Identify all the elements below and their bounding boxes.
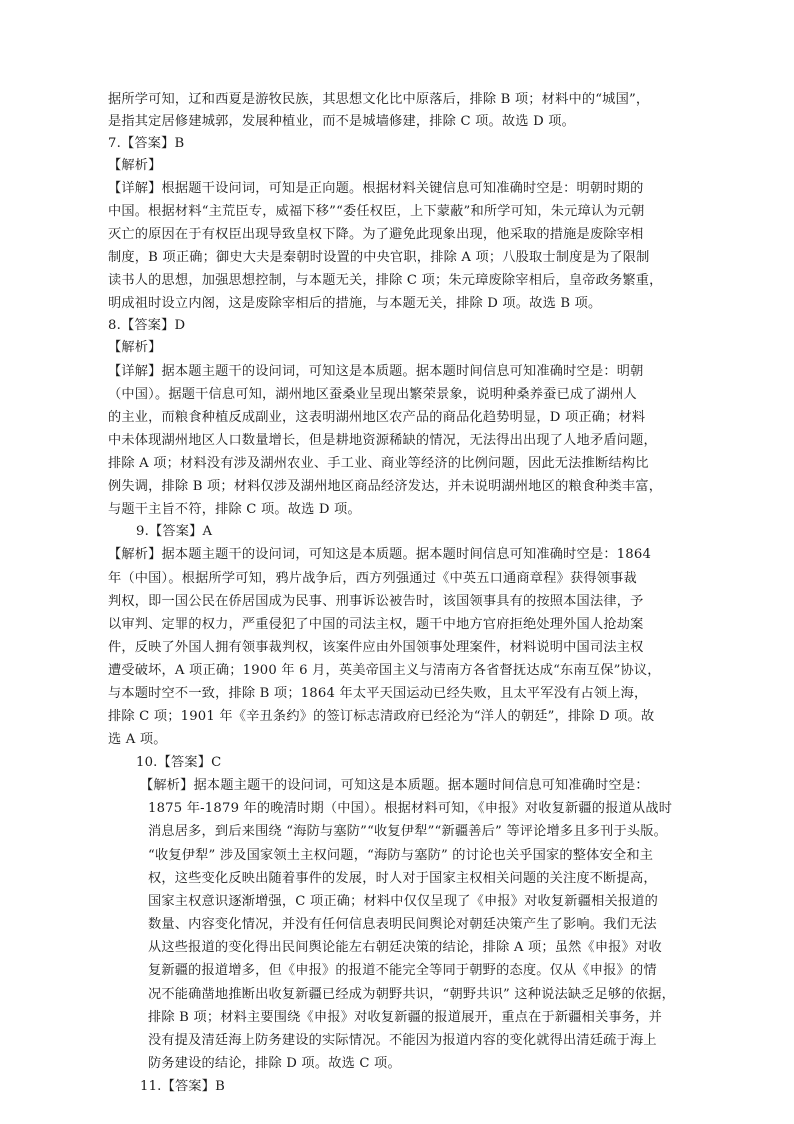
answer-10-heading: 10.【答案】C	[136, 755, 222, 770]
text-line-6: 中国。根据材料“主荒臣专，威福下移”“委任权臣，上下蒙蔽”和所学可知，朱元璋认为元朝	[108, 204, 645, 219]
text-line-5: 【详解】根据题干设问词，可知是正向题。根据材料关键信息可知准确时空是：明朝时期的	[108, 181, 644, 196]
text-line-33: 消息居多，到后来围绕 “海防与塞防”“收复伊犁”“新疆善后” 等评论增多且多刊于头版。	[148, 824, 667, 839]
text-line-25: 件，反映了外国人拥有领事裁判权，该案件应由外国领事处理案件，材料说明中国司法主权	[108, 640, 644, 655]
text-line-13: 【详解】据本题主题干的设问词，可知这是本质题。据本题时间信息可知准确时空是：明朝	[108, 364, 644, 379]
text-line-10: 明成祖时设立内阁，这是废除宰相后的措施，与本题无关，排除 D 项。故选 B 项。	[108, 296, 602, 311]
text-line-31: 【解析】据本题主题干的设问词，可知这是本质题。据本题时间信息可知准确时空是：	[140, 778, 649, 793]
answer-11-heading: 11.【答案】B	[140, 1079, 226, 1094]
text-line-42: 没有提及清廷海上防务建设的实际情况。不能因为报道内容的变化就得出清廷疏于海上	[148, 1033, 657, 1048]
text-line-21: 【解析】据本题主题干的设问词，可知这是本质题。据本题时间信息可知准确时空是：1864	[108, 547, 652, 562]
text-line-34: “收复伊犁” 涉及国家领土主权问题，“海防与塞防” 的讨论也关乎国家的整体安全和主	[148, 848, 654, 863]
text-line-26: 遭受破坏，A 项正确；1900 年 6 月，英美帝国主义与清南方各省督抚达成“东南互保”协议，	[108, 663, 661, 678]
text-line-37: 数量、内容变化情况，并没有任何信息表明民间舆论对朝廷决策产生了影响。我们无法	[148, 917, 657, 932]
text-line-9: 读书人的思想，加强思想控制，与本题无关，排除 C 项；朱元璋废除宰相后，皇帝政务繁重，	[108, 273, 663, 288]
text-line-39: 复新疆的报道增多，但《申报》的报道不能完全等同于朝野的态度。仅从《申报》的情	[148, 963, 657, 978]
text-line-19: 与题干主旨不符，排除 C 项。故选 D 项。	[108, 502, 361, 517]
text-line-8: 制度，B 项正确；御史大夫是秦朝时设置的中央官职，排除 A 项；八股取士制度是为了限制	[108, 250, 650, 265]
text-line-40: 况不能确凿地推断出收复新疆已经成为朝野共识，“朝野共识” 这种说法缺乏足够的依据，	[148, 987, 675, 1002]
text-line-2: 是指其定居修建城郭，发展种植业，而不是城墙修建，排除 C 项。故选 D 项。	[108, 114, 576, 129]
text-line-43: 防务建设的结论，排除 D 项。故选 C 项。	[148, 1056, 401, 1071]
text-line-27: 与本题时空不一致，排除 B 项；1864 年太平天国运动已经失败，且太平军没有占领上海，	[108, 686, 648, 701]
text-line-35: 权，这些变化反映出随着事件的发展，时人对于国家主权相关问题的关注度不断提高，	[148, 871, 657, 886]
analysis-7-heading: 【解析】	[108, 158, 162, 173]
text-line-15: 的主业，而粮食种植反成副业，这表明湖州地区农产品的商品化趋势明显，D 项正确；材料	[108, 410, 646, 425]
text-line-38: 从这些报道的变化得出民间舆论能左右朝廷决策的结论，排除 A 项；虽然《申报》对收	[148, 940, 662, 955]
text-line-32: 1875 年-1879 年的晚清时期（中国）。根据材料可知，《申报》对收复新疆的报道从战时	[148, 801, 673, 816]
text-line-36: 国家主权意识逐渐增强，C 项正确；材料中仅仅呈现了《申报》对收复新疆相关报道的	[148, 894, 659, 909]
text-line-22: 年（中国）。根据所学可知，鸦片战争后，西方列强通过《中英五口通商章程》获得领事裁	[108, 571, 637, 586]
text-line-16: 中未体现湖州地区人口数量增长，但是耕地资源稀缺的情况，无法得出出现了人地矛盾问题，	[108, 433, 657, 448]
text-line-28: 排除 C 项；1901 年《辛丑条约》的签订标志清政府已经沦为“洋人的朝廷”，排除 D 项。故	[108, 709, 655, 724]
answer-8-heading: 8.【答案】D	[108, 318, 186, 333]
text-line-41: 排除 B 项；材料主要围绕《申报》对收复新疆的报道展开，重点在于新疆相关事务，并	[148, 1010, 663, 1025]
text-line-1: 据所学可知，辽和西夏是游牧民族，其思想文化比中原落后，排除 B 项；材料中的“城国”，	[108, 92, 650, 107]
text-line-18: 例失调，排除 B 项；材料仅涉及湖州地区商品经济发达，并未说明湖州地区的粮食种类丰富，	[108, 479, 663, 494]
text-line-29: 选 A 项。	[108, 732, 167, 747]
text-line-7: 灭亡的原因在于有权臣出现导致皇权下降。为了避免此现象出现，他采取的措施是废除宰相	[108, 227, 644, 242]
text-line-23: 判权，即一国公民在侨居国成为民事、刑事诉讼被告时，该国领事具有的按照本国法律，予	[108, 594, 644, 609]
text-line-17: 排除 A 项；材料没有涉及湖州农业、手工业、商业等经济的比例问题，因此无法推断结构比	[108, 456, 649, 471]
answer-7-heading: 7.【答案】B	[108, 136, 185, 151]
answer-9-heading: 9.【答案】A	[136, 524, 213, 539]
analysis-8-heading: 【解析】	[108, 340, 162, 355]
text-line-14: （中国）。据题干信息可知，湖州地区蚕桑业呈现出繁荣景象，说明种桑养蚕已成了湖州人	[108, 387, 637, 402]
text-line-24: 以审判、定罪的权力，严重侵犯了中国的司法主权，题干中地方官府拒绝处理外国人抢劫案	[108, 617, 644, 632]
